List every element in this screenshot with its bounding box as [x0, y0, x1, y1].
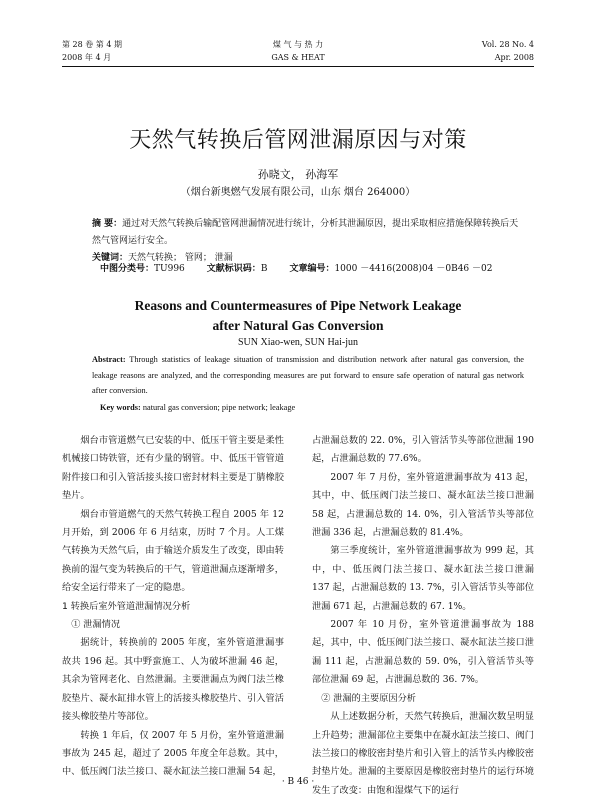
header-date-en: Apr. 2008	[494, 53, 534, 62]
body-paragraph: 2007 年 7 月份，室外管道泄漏事故为 413 起，其中，中、低压阀门法兰接口、凝水缸法兰接口泄漏 58 起，占泄漏总数的 14. 0%，引入管活节头等部位泄漏 336 起，占泄漏总数的 81.4%。	[312, 471, 534, 539]
body-paragraph: 转换 1 年后，仅 2007 年 5 月份，室外管道泄漏事故为 245 起，超过了 2005 年度全年总数。其中，中、低压阀门法兰接口、凝水缸法兰接口泄漏 54 起，	[62, 729, 284, 778]
keywords-cn-label: 关键词：	[92, 253, 129, 263]
header-rule	[62, 66, 534, 67]
abstract-cn-label: 摘 要：	[92, 219, 123, 229]
body-paragraph: 2007 年 10 月份，室外管道泄漏事故为 188 起，其中，中、低压阀门法兰接口、凝水缸法兰接口泄漏 111 起，占泄漏总数的 59. 0%，引入管活节头等部位泄漏 69 起，占泄漏总数的 36. 7%。	[312, 619, 534, 686]
body-paragraph: 第三季度统计，室外管道泄漏事故为 999 起，其中，中、低压阀门法兰接口、凝水缸法兰接口泄漏 137 起，占泄漏总数的 13. 7%，引入管活节头等部位泄漏 671 起，占泄漏总数的 67. 1%。	[312, 545, 534, 612]
header-date-cn: 2008 年 4 月	[62, 53, 112, 62]
paper-title-en	[0, 296, 596, 336]
abstract-cn-text: 通过对天然气转换后输配管网泄漏情况进行统计，分析其泄漏原因，提出采取相应措施保障转换后天然气管网运行安全。	[92, 219, 519, 246]
authors-cn: 孙晓文， 孙海军	[257, 168, 339, 181]
authors-en: SUN Xiao-wen, SUN Hai-jun	[238, 337, 358, 348]
article-number-label: 文章编号：	[289, 264, 335, 274]
header-journal-en: GAS & HEAT	[271, 53, 325, 62]
keywords-en-text: natural gas conversion; pipe network; leakage	[142, 403, 296, 412]
clc-value: TU996	[154, 264, 185, 274]
classification-line	[100, 262, 492, 276]
body-paragraph: 烟台市管道燃气已安装的中、低压干管主要是柔性机械接口铸铁管，还有少量的钢管。中、低压干管管道附件接口和引入管活接头接口密封材料主要是丁腈橡胶垫片。	[62, 435, 284, 502]
paper-title-en-line2: after Natural Gas Conversion	[212, 318, 384, 333]
header-vol-issue-cn-text: 第 28 卷 第 4 期	[62, 40, 122, 49]
body-column-left	[62, 432, 284, 782]
keywords-en	[100, 401, 295, 415]
abstract-cn	[92, 216, 524, 267]
section-heading: 1 转换后室外管道泄漏情况分析	[62, 600, 191, 612]
paper-title-en-line1: Reasons and Countermeasures of Pipe Network Leakage	[134, 298, 462, 313]
body-paragraph: 占泄漏总数的 22. 0%，引入管活节头等部位泄漏 190 起，占泄漏总数的 77.6%。	[312, 435, 534, 465]
abstract-en	[92, 352, 524, 399]
body-paragraph: 据统计，转换前的 2005 年度，室外管道泄漏事故共 196 起。其中野蛮施工、人为破坏泄漏 46 起，其余为管网老化、自然泄漏。主要泄漏点为阀门法兰橡胶垫片、凝水缸排水管上的活接头橡胶垫片、引入管活接头橡胶垫片等部位。	[62, 637, 284, 723]
header-journal-cn: 煤 气 与 热 力	[272, 40, 324, 49]
abstract-en-label: Abstract:	[92, 355, 126, 364]
page-number: · B 46 ·	[281, 777, 315, 787]
affiliation-cn: （烟台新奥燃气发展有限公司，山东 烟台 264000）	[180, 187, 416, 198]
doc-code-label: 文献标识码：	[206, 264, 261, 274]
abstract-en-text: Through statistics of leakage situation of transmission and distribution network after natural gas conversion, the leakage reasons are analyzed, and the corresponding measures are put forward to ensure safe operation of natural gas network after conversion.	[92, 355, 524, 395]
subsection-heading: ① 泄漏情况	[71, 619, 121, 631]
doc-code-value: B	[260, 264, 268, 274]
header-vol-issue-en-text: Vol. 28 No. 4	[481, 40, 534, 49]
subsection-heading: ② 泄漏的主要原因分析	[321, 692, 416, 704]
clc-label: 中图分类号：	[100, 264, 155, 274]
abstract-cn-para	[92, 216, 524, 250]
paper-title-cn: 天然气转换后管网泄漏原因与对策	[129, 128, 467, 153]
body-paragraph: 从上述数据分析，天然气转换后，泄漏次数呈明显上升趋势；泄漏部位主要集中在凝水缸法兰接口、阀门法兰接口的橡胶密封垫片和引入管上的活节头内橡胶密封垫片处。泄漏的主要原因是橡胶密封垫片的运行环境发生了改变：由饱和湿煤气下的运行	[312, 711, 534, 796]
body-column-right	[312, 432, 534, 800]
header-vol-issue-en	[482, 38, 534, 64]
body-paragraph: 烟台市管道燃气的天然气转换工程自 2005 年 12 月开始，到 2006 年 6 月结束，历时 7 个月。人工煤气转换为天然气后，由于输送介质发生了改变，即由转换前的湿气变为转换后的干气，管道泄漏点逐渐增多，给安全运行带来了一定的隐患。	[62, 508, 284, 594]
article-number-value: 1000 －4416(2008)04 －0B46 －02	[334, 264, 493, 274]
keywords-en-label: Key words:	[100, 403, 141, 412]
keywords-cn-text: 天然气转换； 管网； 泄漏	[128, 253, 233, 263]
